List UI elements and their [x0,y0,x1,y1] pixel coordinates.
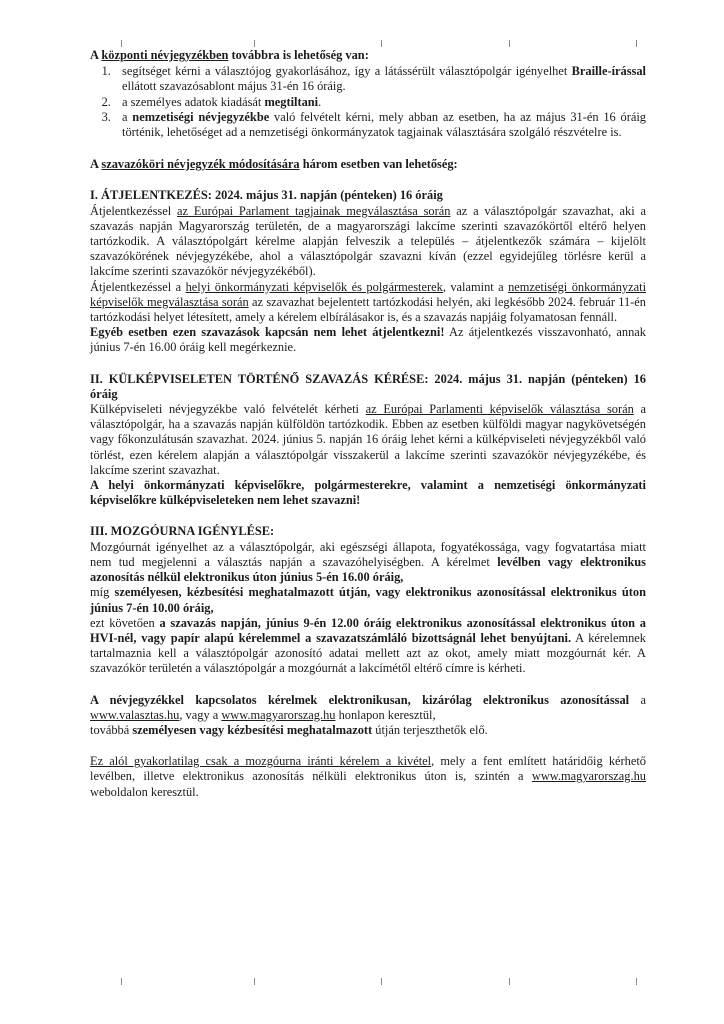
section-3-title: III. MOZGÓURNA IGÉNYLÉSE: [90,524,275,539]
section-2-warning: A helyi önkormányzati képviselőkre, polgármesterekre, valamint a nemzetiségi önkormányzati képviselőkre külképviseleteken nem lehet szavazni! [90,478,646,508]
electronic-requests-paragraph: A névjegyzékkel kapcsolatos kérelmek elektronikusan, kizárólag elektronikus azonosítással a www.valasztas.hu, vagy a www.magyarorszag.hu honlapon keresztül, továbbá személyesen vagy kézbesítési meghatalmazott útján terjeszthetők elő. [90,692,646,737]
section-2-paragraph: Külképviseleti névjegyzékbe való felvételét kérheti az Európai Parlamenti képviselők választása során a választópolgár, ha a szavazás napján külföldön tartózkodik. Ebben az esetben külföldi magyar nagykövetségén vagy főkonzulátusán szavazhat. 2024. június 5. napján 16 óráig lehet kérni a külképviseleti névjegyzékből való törlést, ezen kérelem alapján a választópolgár visszakerül a lakcíme szerinti szavazókör névjegyzékébe, és lakcíme szerint szavazhat. [90,402,646,477]
section-1-paragraph: Egyéb esetben ezen szavazások kapcsán nem lehet átjelentkezni! Az átjelentkezés visszavonható, annak június 7-én 16.00 óráig kell megérkeznie. [90,325,646,355]
document-page [90,48,646,800]
magyarorszag-link[interactable]: www.magyarorszag.hu [221,707,336,722]
section-3-paragraph: ezt követően a szavazás napján, június 9-én 12.00 óráig elektronikus azonosítással elektronikus úton a HVI-nél, vagy papír alapú kérelemmel a szavazatszámláló bizottságnál lehet benyújtani. A kérelemnek tartalmaznia kell a választópolgár azonosító adatai mellett azt az okot, amely miatt mozgóurnát kér. A szavazókör területén a választópolgár a mozgóurnát a lakcímétől eltérő címre is kérheti. [90,615,647,676]
central-register-list [90,64,646,140]
section-1-paragraph: Átjelentkezéssel az Európai Parlament tagjainak megválasztása során az a választópolgár szavazhat, aki a szavazás napján Magyarország területén, de a magyarországi lakcíme szerinti szavazókörtől eltérő helyen tartózkodik. A választópolgárt kérelme alapján felveszik a település – átjelentkezők számára – kijelölt szavazókörének névjegyzékébe, ahol a választópolgár szavazni kíván (ezzel egyidejűleg törlésre kerül a lakcíme szerinti szavazókör névjegyzékéből). [90,203,647,279]
magyarorszag-link[interactable]: www.magyarorszag.hu [531,769,646,784]
register-modification-heading: A szavazóköri névjegyzék módosítására három esetben van lehetőség: [90,157,458,172]
section-2-title: II. KÜLKÉPVISELETEN TÖRTÉNŐ SZAVAZÁS KÉRÉSE: 2024. május 31. napján (pénteken) 16 óráig [90,371,646,401]
section-3-paragraph: míg személyesen, kézbesítési meghatalmazott útján, vagy elektronikus azonosítással elektronikus úton június 7-én 10.00 óráig, [90,585,646,615]
exception-paragraph: Ez alól gyakorlatilag csak a mozgóurna iránti kérelem a kivétel, mely a fent említett határidőig kérhető levélben, illetve elektronikus azonosítás nélküli elektronikus úton is, szintén a www.magyarorszag.hu weboldalon keresztül. [90,754,646,799]
section-1-paragraph: Átjelentkezéssel a helyi önkormányzati képviselők és polgármesterek, valamint a nemzetiségi önkormányzati képviselők megválasztása során az szavazhat bejelentett tartózkodási helyén, aki legkésőbb 2024. február 11-én tartózkodási helyet létesített, amely a kérelem elbírálásakor is, és a szavazás napjáig folyamatosan fennáll. [90,279,647,325]
list-item: 1. segítséget kérni a választójog gyakorlásához, így a látássérült választópolgár igényelhet Braille-írással ellátott szavazósablont május 31-én 16 óráig. [114,64,646,94]
section-1-title: I. ÁTJELENTKEZÉS: 2024. május 31. napján (pénteken) 16 óráig [90,188,443,203]
list-item: 2. a személyes adatok kiadását megtiltani. [114,95,646,110]
list-item: 3. a nemzetiségi névjegyzékbe való felvételt kérni, mely abban az esetben, ha az május 31-én 16 óráig történik, lehetőséget ad a nemzetiségi önkormányzatok tagjainak választására szolgáló részvételre is. [114,110,646,140]
valasztas-link[interactable]: www.valasztas.hu [90,707,180,722]
section-3-paragraph: Mozgóurnát igényelhet az a választópolgár, aki egészségi állapota, fogyatékossága, vagy fogvatartása miatt nem tud megjelenni a választás napján a szavazóhelyiségben. A kérelmet levélben vagy elektronikus azonosítás nélkül elektronikus úton június 5-én 16.00 óráig, [90,539,646,585]
central-register-intro: A központi névjegyzékben továbbra is lehetőség van: [90,48,369,62]
